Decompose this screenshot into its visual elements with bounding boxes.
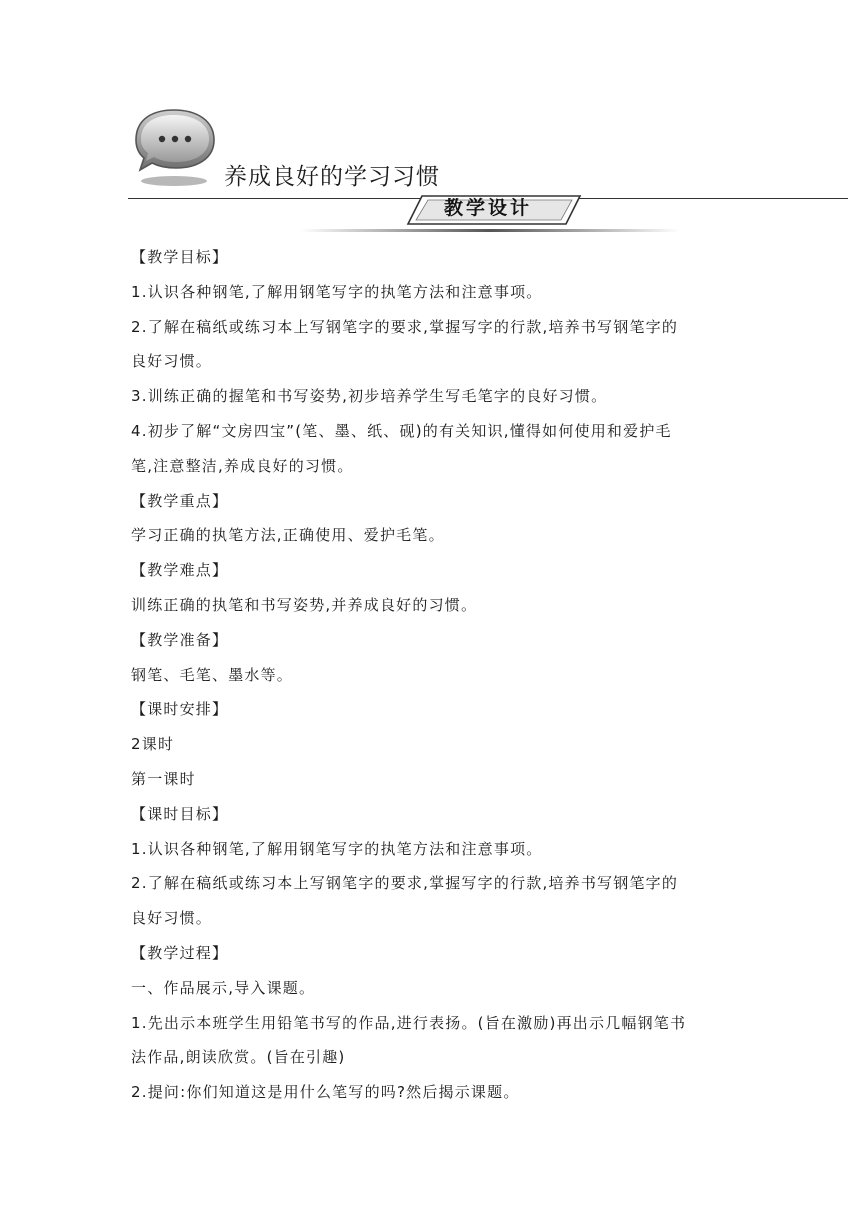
paragraph-line: 1.认识各种钢笔,了解用钢笔写字的执笔方法和注意事项。: [131, 839, 543, 858]
lesson-period-title: 第一课时: [131, 769, 196, 788]
paragraph-line: 法作品,朗读欣赏。(旨在引趣): [131, 1048, 346, 1067]
paragraph-line: 1.先出示本班学生用铅笔书写的作品,进行表扬。(旨在激励)再出示几幅钢笔书: [131, 1013, 687, 1032]
paragraph-line: 4.初步了解“文房四宝”(笔、墨、纸、砚)的有关知识,懂得如何使用和爱护毛: [131, 421, 672, 440]
section-heading-key-points: 【教学重点】: [131, 491, 229, 510]
speech-bubble-icon: [128, 106, 218, 188]
paragraph-line: 训练正确的执笔和书写姿势,并养成良好的习惯。: [131, 595, 478, 614]
paragraph-line: 3.训练正确的握笔和书写姿势,初步培养学生写毛笔字的良好习惯。: [131, 387, 608, 406]
section-banner-label: 教学设计: [443, 197, 532, 219]
paragraph-line: 学习正确的执笔方法,正确使用、爱护毛笔。: [131, 526, 445, 545]
paragraph-line: 一、作品展示,导入课题。: [131, 978, 316, 997]
paragraph-line: 2.提问:你们知道这是用什么笔写的吗?然后揭示课题。: [131, 1083, 520, 1102]
section-heading-objectives: 【教学目标】: [131, 248, 229, 266]
section-heading-difficulties: 【教学难点】: [131, 561, 229, 580]
section-heading-process: 【教学过程】: [131, 943, 229, 962]
section-heading-schedule: 【课时安排】: [131, 700, 229, 719]
section-heading-preparation: 【教学准备】: [131, 630, 229, 649]
paragraph-line: 笔,注意整洁,养成良好的习惯。: [131, 456, 354, 475]
paragraph-line: 2.了解在稿纸或练习本上写钢笔字的要求,掌握写字的行款,培养书写钢笔字的: [131, 874, 679, 893]
paragraph-line: 2课时: [131, 735, 175, 754]
paragraph-line: 2.了解在稿纸或练习本上写钢笔字的要求,掌握写字的行款,培养书写钢笔字的: [131, 317, 679, 336]
banner-underline: [300, 226, 680, 236]
lesson-plan-body: [131, 240, 741, 1110]
section-heading-period-objectives: 【课时目标】: [131, 804, 229, 823]
paragraph-line: 良好习惯。: [131, 909, 213, 928]
paragraph-line: 良好习惯。: [131, 352, 213, 371]
paragraph-line: 钢笔、毛笔、墨水等。: [131, 665, 294, 684]
paragraph-line: 1.认识各种钢笔,了解用钢笔写字的执笔方法和注意事项。: [131, 282, 543, 301]
page-title: 养成良好的学习习惯: [224, 164, 440, 190]
